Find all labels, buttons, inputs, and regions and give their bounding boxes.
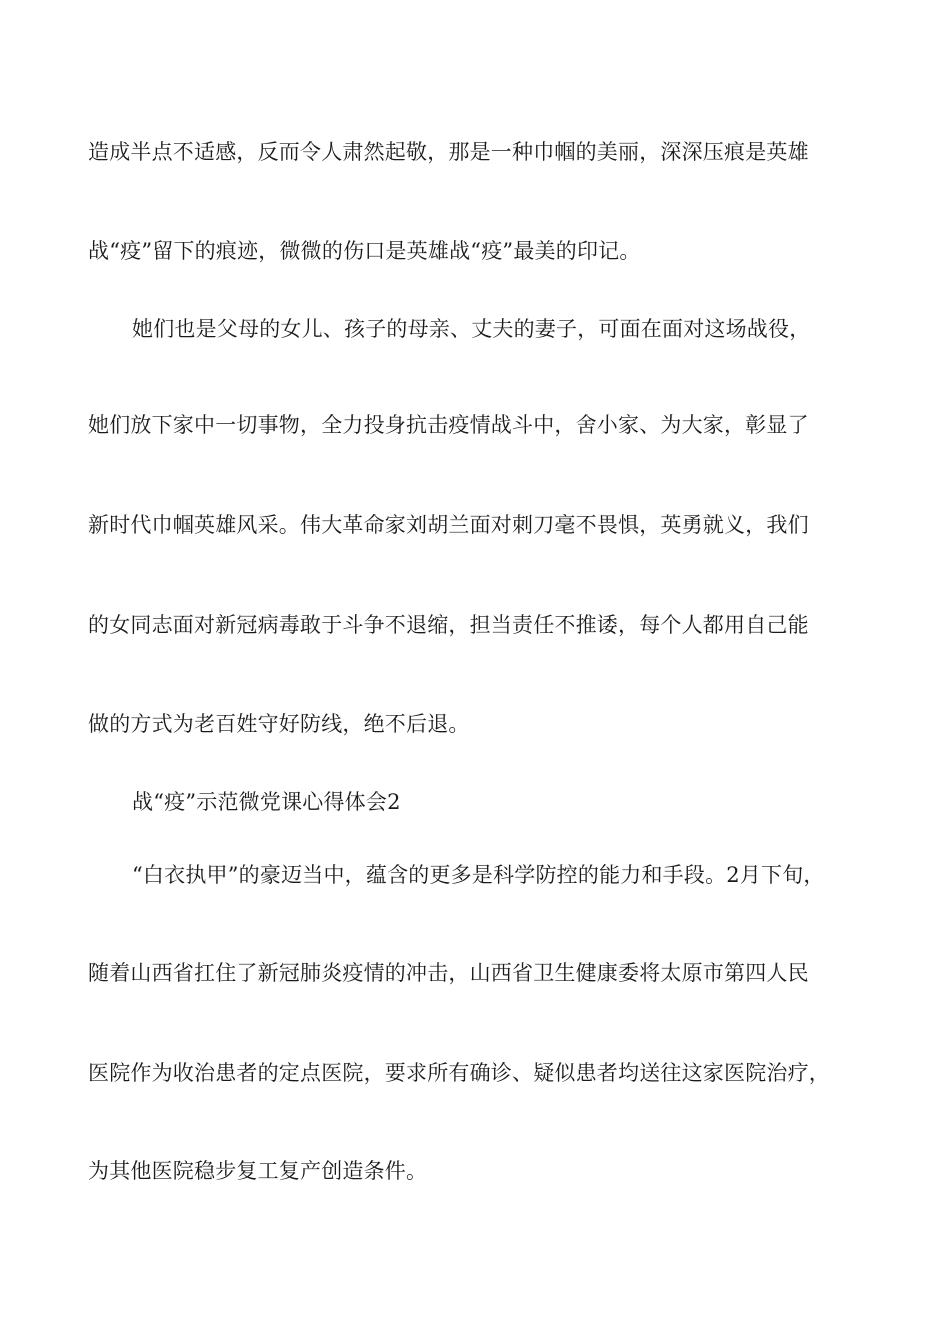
paragraph-line: 随着山西省扛住了新冠肺炎疫情的冲击，山西省卫生健康委将太原市第四人民 bbox=[88, 961, 809, 985]
paragraph-line: 她们也是父母的女儿、孩子的母亲、丈夫的妻子，可面在面对这场战役， bbox=[132, 317, 811, 341]
section-heading: 战“疫”示范微党课心得体会2 bbox=[132, 790, 401, 814]
paragraph-line: “白衣执甲”的豪迈当中，蕴含的更多是科学防控的能力和手段。2月下旬， bbox=[132, 863, 825, 887]
paragraph-line: 为其他医院稳步复工复产创造条件。 bbox=[88, 1159, 428, 1183]
paragraph-line: 造成半点不适感，反而令人肃然起敬，那是一种巾帼的美丽，深深压痕是英雄 bbox=[88, 140, 809, 164]
paragraph-line: 医院作为收治患者的定点医院，要求所有确诊、疑似患者均送往这家医院治疗， bbox=[88, 1061, 830, 1085]
paragraph-line: 战“疫”留下的痕迹，微微的伤口是英雄战“疫”最美的印记。 bbox=[88, 239, 641, 263]
paragraph-line: 的女同志面对新冠病毒敢于斗争不退缩，担当责任不推诿，每个人都用自己能 bbox=[88, 613, 809, 637]
paragraph-line: 做的方式为老百姓守好防线，绝不后退。 bbox=[88, 712, 470, 736]
paragraph-line: 新时代巾帼英雄风采。伟大革命家刘胡兰面对刺刀毫不畏惧，英勇就义，我们 bbox=[88, 513, 809, 537]
paragraph-line: 她们放下家中一切事物，全力投身抗击疫情战斗中，舍小家、为大家，彰显了 bbox=[88, 413, 809, 437]
